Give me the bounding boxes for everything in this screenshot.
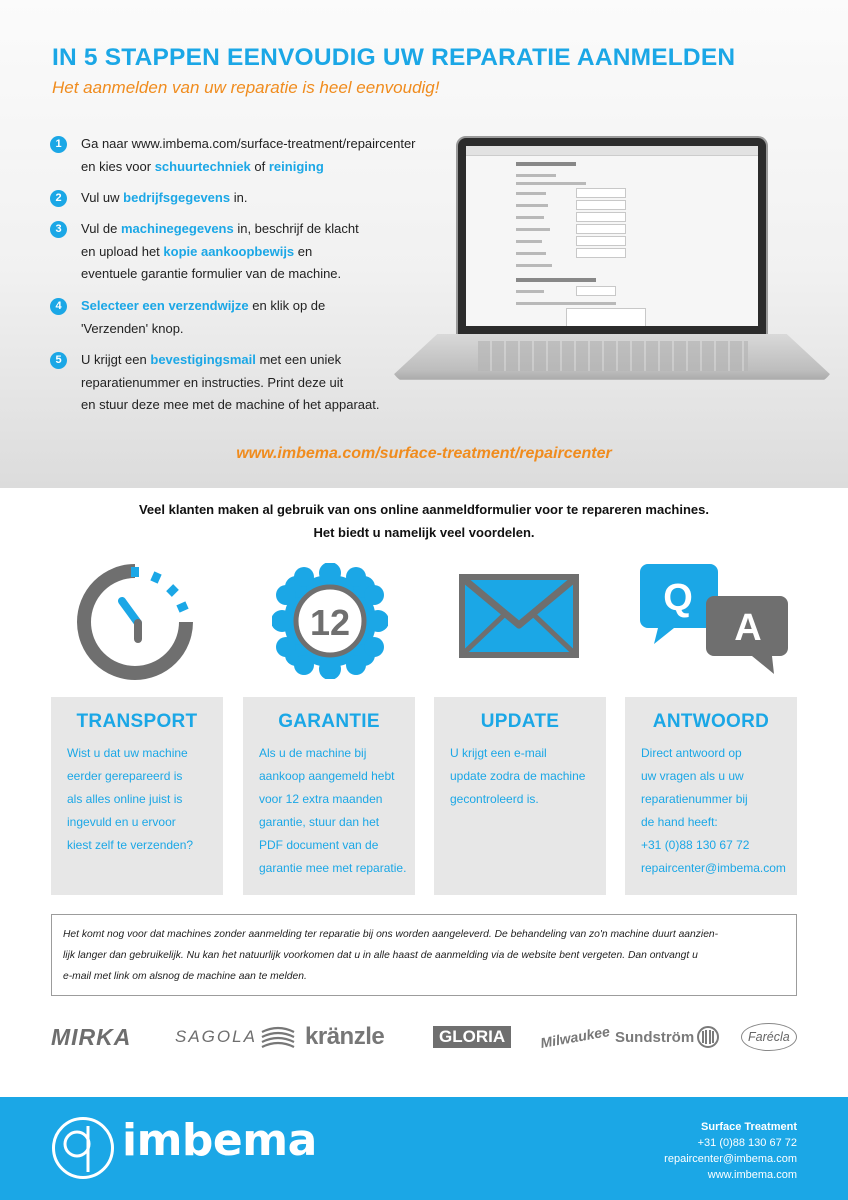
brand-sagola-logo: SAGOLA <box>175 1017 296 1057</box>
keyword-kopie-aankoopbewijs: kopie aankoopbewijs <box>163 243 295 259</box>
step-line: en stuur deze mee met de machine of het apparaat. <box>81 397 380 412</box>
footer-email[interactable]: repaircenter@imbema.com <box>664 1153 797 1165</box>
card-transport <box>51 697 223 895</box>
keyword-schuurtechniek: schuurtechniek <box>154 158 251 174</box>
hero-section <box>0 0 848 488</box>
step-line: Ga naar www.imbema.com/surface-treatment/repaircenter <box>81 136 416 151</box>
step-line: reparatienummer en instructies. Print deze uit <box>81 374 344 390</box>
imbema-logo: imbema <box>122 1115 317 1166</box>
card-body: Wist u dat uw machine eerder gerepareerd is als alles online juist is ingevuld en u ervoor kiest zelf te verzenden? <box>67 746 194 852</box>
laptop-illustration <box>388 136 836 396</box>
brand-kranzle-logo: kränzle <box>305 1023 385 1050</box>
question-answer-icon <box>640 564 790 678</box>
footer <box>0 1097 848 1200</box>
step-line: 'Verzenden' knop. <box>81 320 184 336</box>
page-title: IN 5 STAPPEN EENVOUDIG UW REPARATIE AANMELDEN <box>52 44 736 71</box>
keyword-verzendwijze: Selecteer een verzendwijze <box>81 298 249 313</box>
step-line: Vul uw bedrijfsgegevens in. <box>81 190 248 205</box>
laptop-keyboard <box>478 341 748 371</box>
step-1 <box>50 133 416 178</box>
step-number-badge: 1 <box>50 136 67 153</box>
brand-milwaukee-logo: Milwaukee <box>539 1023 611 1051</box>
step-number-badge: 5 <box>50 352 67 369</box>
footer-division: Surface Treatment <box>701 1121 797 1133</box>
clock-icon <box>76 563 194 681</box>
brand-sundstrom-logo: Sundström <box>615 1017 719 1057</box>
step-line: Vul de machinegegevens in, beschrijf de klacht <box>81 221 359 236</box>
step-number-badge: 2 <box>50 190 67 207</box>
page-subtitle: Het aanmelden van uw reparatie is heel eenvoudig! <box>52 78 440 97</box>
card-title: UPDATE <box>480 711 560 732</box>
step-line: U krijgt een bevestigingsmail met een uniek <box>81 352 342 367</box>
envelope-icon <box>456 571 582 661</box>
card-body: U krijgt een e-mail update zodra de machine gecontroleerd is. <box>450 746 586 806</box>
imbema-logo-icon <box>52 1117 114 1179</box>
step-number-badge: 3 <box>50 221 67 238</box>
card-antwoord <box>625 697 797 895</box>
answer-letter: A <box>734 607 762 649</box>
brand-logos <box>48 1017 800 1057</box>
sundstrom-emblem-icon <box>697 1026 719 1048</box>
sagola-wave-icon <box>260 1026 296 1048</box>
keyword-bedrijfsgegevens: bedrijfsgegevens <box>123 190 231 205</box>
email-link[interactable]: repaircenter@imbema.com <box>641 861 786 875</box>
step-line: en kies voor schuurtechniek of reiniging <box>81 158 324 174</box>
card-title: GARANTIE <box>278 711 380 732</box>
laptop-screen <box>466 146 758 326</box>
keyword-reiniging: reiniging <box>268 158 324 174</box>
guarantee-badge-number: 12 <box>309 602 351 643</box>
brand-farecla-logo: Farécla <box>741 1023 797 1051</box>
card-body: Direct antwoord op uw vragen als u uw reparatienummer bij de hand heeft: +31 (0)88 130 67 72 repaircenter@imbema.com <box>641 746 786 875</box>
brand-gloria-logo: GLORIA <box>433 1026 511 1048</box>
laptop-lid <box>456 136 768 336</box>
keyword-bevestigingsmail: bevestigingsmail <box>150 352 256 367</box>
intro-text: Veel klanten maken al gebruik van ons online aanmeldformulier voor te repareren machines. Het biedt u namelijk veel voordelen. <box>138 502 710 540</box>
step-3 <box>50 218 359 286</box>
notice-box: Het komt nog voor dat machines zonder aanmelding ter reparatie bij ons worden aangeleverd. De behandeling van zo'n machine duurt aanzien- lijk langer dan gebruikelijk. Nu kan het natuurlijk voorkomen dat u in alle haast de aanmelding via de website bent vergeten. Dan ontvangt u e-mail met link om alsnog de machine aan te melden. <box>51 914 797 996</box>
step-5 <box>50 349 379 417</box>
footer-website[interactable]: www.imbema.com <box>707 1169 797 1181</box>
card-body: Als u de machine bij aankoop aangemeld hebt voor 12 extra maanden garantie, stuur dan het PDF document van de garantie mee met reparatie. <box>259 746 407 875</box>
card-garantie <box>243 697 415 895</box>
phone-number[interactable]: +31 (0)88 130 67 72 <box>641 838 750 852</box>
brand-mirka-logo: MIRKA <box>51 1023 132 1050</box>
card-title: ANTWOORD <box>652 711 770 732</box>
step-number-badge: 4 <box>50 298 67 315</box>
footer-contact <box>664 1119 797 1183</box>
step-line: eventuele garantie formulier van de machine. <box>81 266 342 281</box>
step-line: en upload het kopie aankoopbewijs en <box>81 243 313 259</box>
question-letter: Q <box>663 577 693 619</box>
card-title: TRANSPORT <box>76 711 198 732</box>
card-update <box>434 697 606 895</box>
step-line: Selecteer een verzendwijze en klik op de <box>81 298 326 313</box>
repaircenter-url[interactable]: www.imbema.com/surface-treatment/repaircenter <box>236 445 612 462</box>
step-2 <box>50 187 247 210</box>
step-4 <box>50 295 325 340</box>
guarantee-badge-icon <box>272 563 388 679</box>
footer-phone[interactable]: +31 (0)88 130 67 72 <box>697 1137 797 1149</box>
keyword-machinegegevens: machinegegevens <box>121 221 234 236</box>
